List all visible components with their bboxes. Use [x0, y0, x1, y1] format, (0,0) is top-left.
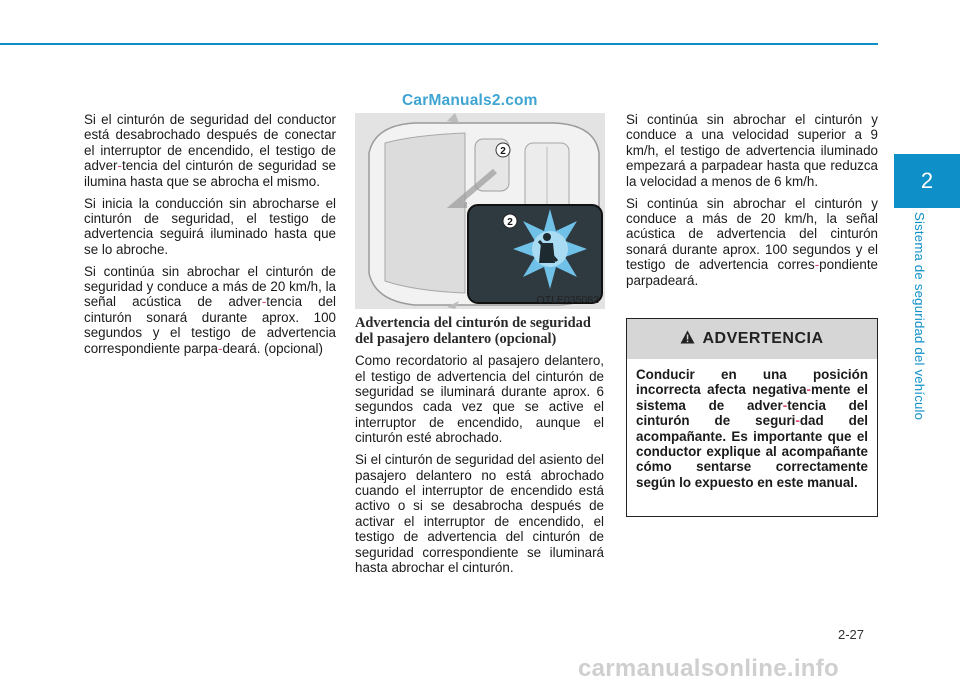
warning-box — [626, 318, 878, 517]
paragraph: Si el cinturón de seguridad del asiento del pasajero delantero no está abrochado cuando el interruptor de encendido está activo o si se desabrocha después de activar el interruptor de encendido, el testigo de advertencia del cinturón de seguridad correspondiente se iluminará hasta abrochar el cinturón. — [355, 452, 604, 575]
warning-triangle-icon — [680, 330, 695, 349]
page-number: 2-27 — [838, 627, 865, 642]
column-2 — [355, 316, 604, 582]
column-3 — [626, 112, 878, 294]
paragraph: Si continúa sin abrochar el cinturón de seguridad y conduce a más de 20 km/h, la señal acústica de adver-tencia del cinturón sonará durante aprox. 100 segundos y el testigo de advertencia correspondiente parpa-deará. (opcional) — [84, 263, 336, 356]
car-interior-illustration — [355, 113, 605, 309]
seatbelt-figure — [355, 113, 605, 309]
paragraph: Si el cinturón de seguridad del conductor está desabrochado después de conectar el interruptor de encendido, el testigo de adver-tencia del cinturón de seguridad se ilumina hasta que se abrocha el mismo. — [84, 112, 336, 189]
header-rule — [0, 43, 878, 45]
watermark-bottom: carmanualsonline.info — [578, 655, 840, 682]
watermark-top: CarManuals2.com — [402, 92, 538, 109]
section-heading: Advertencia del cinturón de seguridad del pasajero delantero (opcional) — [355, 315, 591, 347]
paragraph: Si continúa sin abrochar el cinturón y conduce a una velocidad superior a 9 km/h, el testigo de advertencia iluminado empezará a parpadear hasta que reduzca la velocidad a menos de 6 km/h. — [626, 112, 878, 189]
warning-header — [627, 319, 877, 359]
column-1 — [84, 112, 336, 363]
callout-number-small: 2 — [500, 146, 506, 157]
paragraph: Si continúa sin abrochar el cinturón y conduce a más de 20 km/h, la señal acústica de advertencia del cinturón sonará durante aprox. 100 segundos y el testigo de advertencia corres-pondiente parpadeará. — [626, 195, 878, 288]
paragraph: Como recordatorio al pasajero delantero, el testigo de advertencia del cinturón de seguridad se iluminará durante aprox. 6 segundos cada vez que se active el interruptor de encendido, aunque el cinturón esté abrochado. — [355, 353, 604, 446]
chapter-title: Sistema de seguridad del vehículo — [912, 212, 927, 421]
figure-code: OTLE035082 — [536, 294, 599, 306]
chapter-tab — [894, 154, 960, 208]
paragraph: Si inicia la conducción sin abrocharse el cinturón de seguridad, el testigo de advertencia seguirá iluminado hasta que se lo abroche. — [84, 195, 336, 257]
chapter-number: 2 — [920, 168, 934, 193]
warning-title: ADVERTENCIA — [702, 330, 824, 347]
callout-number-inset: 2 — [507, 217, 513, 228]
warning-text: Conducir en una posición incorrecta afecta negativa-mente el sistema de adver-tencia del cinturón de seguri-dad del acompañante. Es importante que el conductor explique al acompañante cómo sentarse correctamente según lo expuesto en este manual. — [636, 367, 868, 490]
